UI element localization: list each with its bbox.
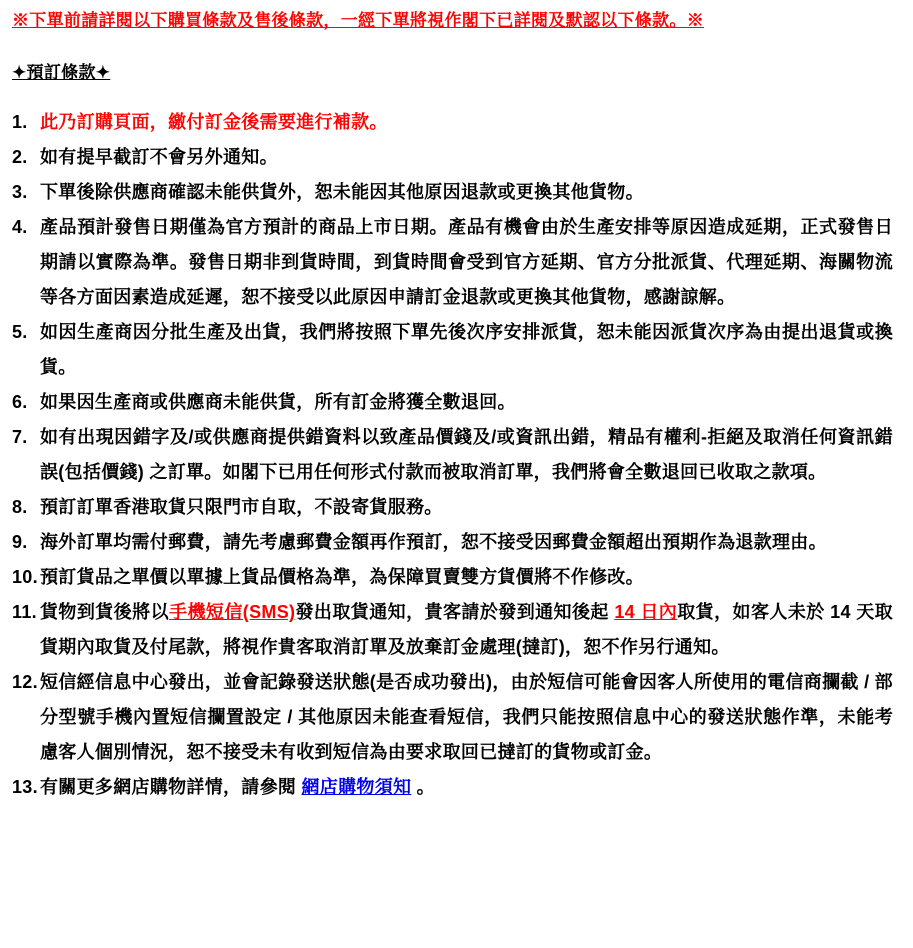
terms-list: [12, 105, 893, 805]
term-text: 預訂訂單香港取貨只限門市自取，不設寄貨服務。: [40, 497, 443, 517]
term-text: 預訂貨品之單價以單據上貨品價格為準，為保障買賣雙方貨價將不作修改。: [40, 567, 644, 587]
term-body: [40, 322, 893, 377]
term-item: [12, 105, 893, 140]
term-body: [40, 532, 827, 552]
highlight-text: 手機短信(SMS): [169, 602, 296, 622]
term-body: [40, 602, 893, 657]
term-text: 產品預計發售日期僅為官方預計的商品上市日期。產品有機會由於生產安排等原因造成延期，正式發售日期請以實際為準。發售日期非到貨時間，到貨時間會受到官方延期、官方分批派貨、代理延期、海關物流等各方面因素造成延遲，恕不接受以此原因申請訂金退款或更換其他貨物，感謝諒解。: [40, 217, 893, 307]
term-body: [40, 672, 893, 762]
term-item: [12, 420, 893, 490]
term-text: 發出取貨通知，貴客請於發到通知後起: [295, 602, 615, 622]
term-body: [40, 182, 644, 202]
term-item: [12, 175, 893, 210]
term-number: 10.: [12, 567, 38, 587]
term-text: 如有提早截訂不會另外通知。: [40, 147, 278, 167]
highlight-text: 14 日內: [614, 602, 678, 622]
term-text: 有關更多網店購物詳情，請參閱: [40, 777, 302, 797]
term-text: 海外訂單均需付郵費，請先考慮郵費金額再作預訂，恕不接受因郵費金額超出預期作為退款理由。: [40, 532, 827, 552]
term-text: 短信經信息中心發出，並會記錄發送狀態(是否成功發出)，由於短信可能會因客人所使用的電信商攔截 / 部分型號手機內置短信攔置設定 / 其他原因未能查看短信，我們只能按照信息中心的發送狀態作準，未能考慮客人個別情況，恕不接受未有收到短信為由要求取回已撻訂的貨物或訂金。: [40, 672, 893, 762]
term-item: [12, 770, 893, 805]
term-text: 取貨，如客人未於 14 天取貨期內取貨及付尾款，將視作貴客取消訂單及放棄訂金處理(撻訂)，恕不作另行通知。: [40, 602, 893, 657]
shop-guide-link[interactable]: 網店購物須知: [301, 777, 412, 797]
term-number: 13.: [12, 777, 38, 797]
term-number: 5.: [12, 322, 28, 342]
term-body: [40, 777, 435, 797]
term-body: [40, 567, 644, 587]
term-body: [40, 112, 388, 132]
term-number: 4.: [12, 217, 28, 237]
term-item: [12, 140, 893, 175]
term-body: [40, 392, 516, 412]
term-text: 。: [411, 777, 435, 797]
term-text: 下單後除供應商確認未能供貨外，恕未能因其他原因退款或更換其他貨物。: [40, 182, 644, 202]
term-body: [40, 147, 278, 167]
term-body: [40, 427, 893, 482]
term-number: 2.: [12, 147, 28, 167]
term-number: 8.: [12, 497, 28, 517]
section-title-preorder-terms: ✦預訂條款✦: [12, 63, 111, 82]
term-number: 7.: [12, 427, 28, 447]
term-text: 貨物到貨後將以: [40, 602, 170, 622]
term-body: [40, 497, 443, 517]
term-item: [12, 490, 893, 525]
term-text: 如果因生產商或供應商未能供貨，所有訂金將獲全數退回。: [40, 392, 516, 412]
term-number: 11.: [12, 602, 37, 622]
term-number: 12.: [12, 672, 38, 692]
term-number: 9.: [12, 532, 28, 552]
term-text: 如有出現因錯字及/或供應商提供錯資料以致產品價錢及/或資訊出錯，精品有權利-拒絕及取消任何資訊錯誤(包括價錢) 之訂單。如閣下已用任何形式付款而被取消訂單，我們將會全數退回已收取之款項。: [40, 427, 893, 482]
term-item: [12, 595, 893, 665]
term-number: 6.: [12, 392, 28, 412]
pre-order-warning: ※下單前請詳閱以下購買條款及售後條款，一經下單將視作閣下已詳閱及默認以下條款。※: [12, 11, 704, 30]
red-term-text: 此乃訂購頁面，繳付訂金後需要進行補款。: [40, 112, 388, 132]
term-item: [12, 315, 893, 385]
term-item: [12, 385, 893, 420]
term-item: [12, 525, 893, 560]
term-number: 1.: [12, 112, 28, 132]
term-item: [12, 560, 893, 595]
term-text: 如因生產商因分批生產及出貨，我們將按照下單先後次序安排派貨，恕未能因派貨次序為由提出退貨或換貨。: [40, 322, 893, 377]
term-item: [12, 665, 893, 770]
term-item: [12, 210, 893, 315]
term-body: [40, 217, 893, 307]
term-number: 3.: [12, 182, 28, 202]
